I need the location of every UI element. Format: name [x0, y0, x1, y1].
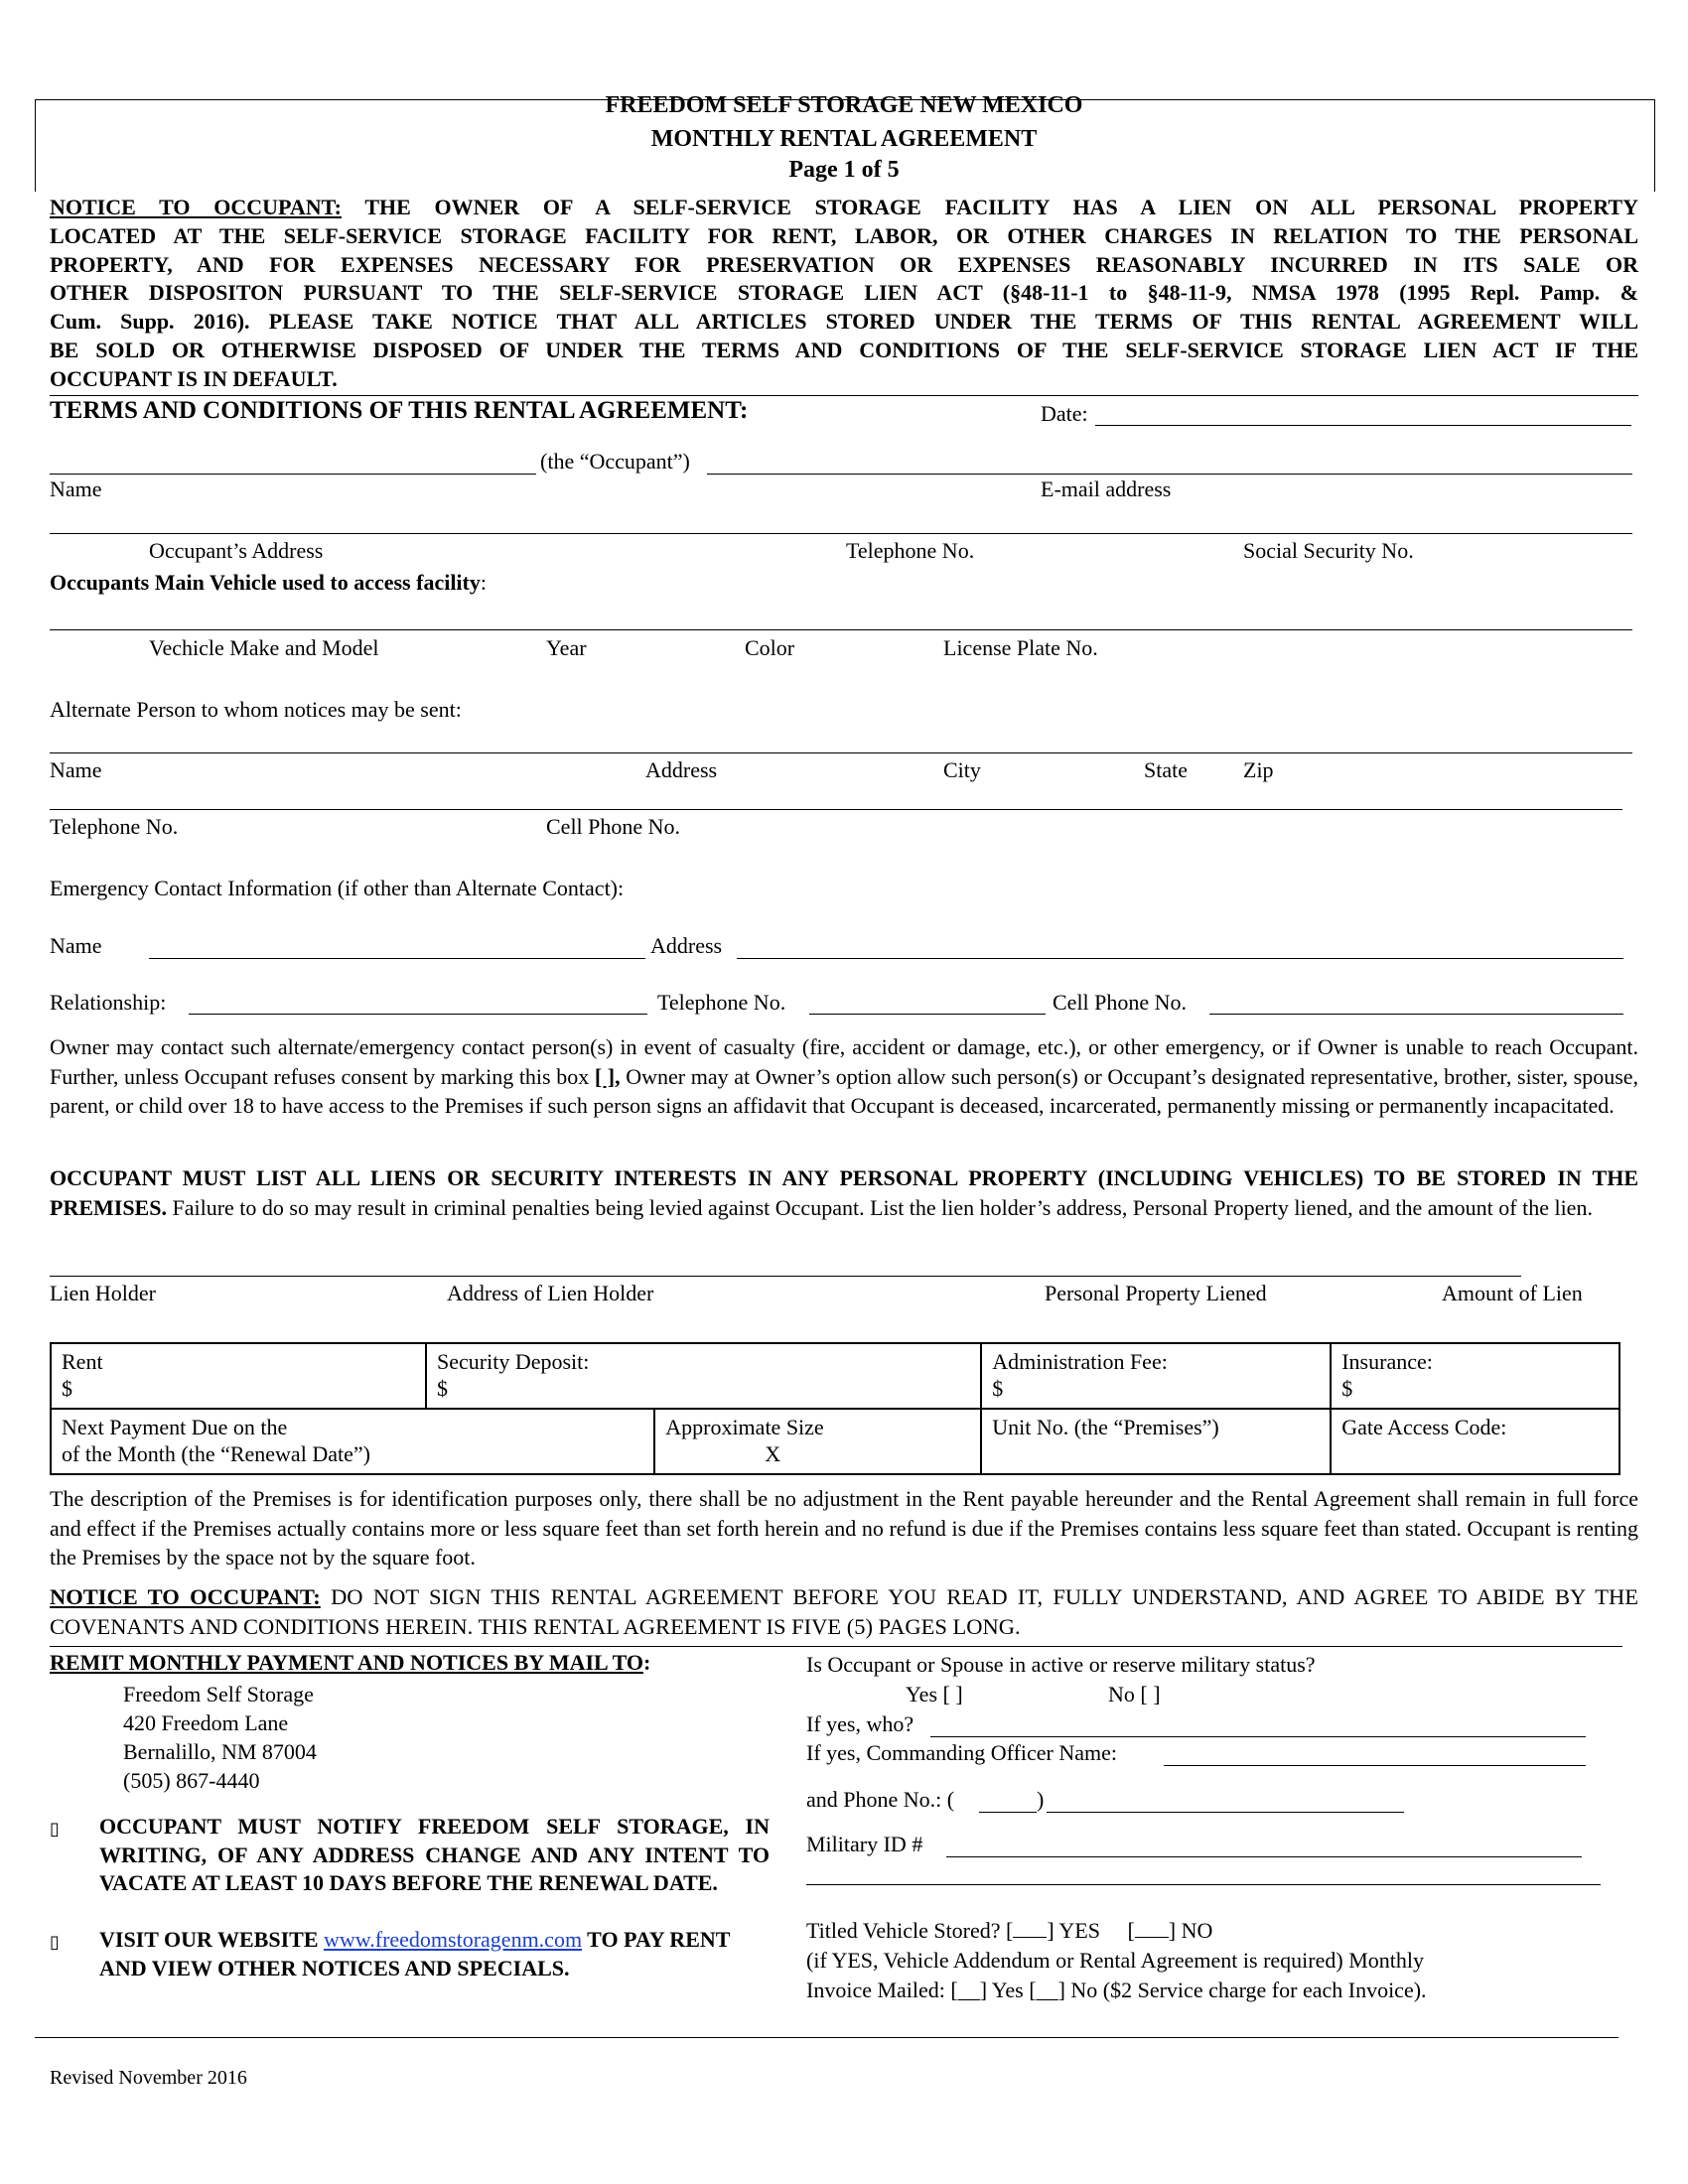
sign-notice: NOTICE TO OCCUPANT: DO NOT SIGN THIS RENTAL AGREEMENT BEFORE YOU READ IT, FULLY UNDERSTAND, AND AGREE TO ABIDE BY THE COVENANTS AND CONDITIONS HEREIN. THIS RENTAL AGREEMENT IS FIVE (5) PAGES LONG.	[50, 1584, 1639, 1639]
remit-phone: (505) 867-4440	[123, 1768, 260, 1793]
bullet-icon: ▯	[50, 1819, 60, 1840]
emergency-telephone-field[interactable]	[809, 1014, 1046, 1015]
relationship-field[interactable]	[189, 1014, 647, 1015]
consent-paragraph: Owner may contact such alternate/emergency contact person(s) in event of casualty (fire, accident or damage, etc.), or other emergency, or if Owner is unable to reach Occupant. Further, unless Occupant refuses consent by marking this box [ ], Owner may at Owner’s option allow such person(s) or Occupant’s designated representative, brother, sister, spouse, parent, or child over 18 to have access to the Premises if such person signs an affidavit that Occupant is deceased, incarcerated, permanently missing or permanently incapacitated.	[50, 1034, 1639, 1118]
lien-property-label: Personal Property Liened	[1045, 1281, 1267, 1305]
vehicle-addendum-note: (if YES, Vehicle Addendum or Rental Agreement is required) Monthly	[806, 1948, 1424, 1973]
page-number: Page 1 of 5	[788, 157, 900, 183]
insurance-cell[interactable]: Insurance: $	[1331, 1343, 1619, 1409]
military-no-checkbox[interactable]: No [ ]	[1108, 1682, 1161, 1706]
military-question: Is Occupant or Spouse in active or reserve military status?	[806, 1652, 1316, 1677]
remit-name: Freedom Self Storage	[123, 1682, 314, 1706]
terms-heading: TERMS AND CONDITIONS OF THIS RENTAL AGREEMENT:	[50, 397, 749, 424]
officer-phone-close: )	[1037, 1787, 1045, 1812]
vehicle-field[interactable]	[50, 629, 1632, 630]
admin-fee-cell[interactable]: Administration Fee: $	[981, 1343, 1331, 1409]
color-label: Color	[745, 635, 795, 660]
bullet-icon: ▯	[50, 1932, 60, 1953]
emergency-address-field[interactable]	[737, 958, 1623, 959]
ssn-label: Social Security No.	[1243, 538, 1414, 563]
officer-phone-field[interactable]	[1047, 1812, 1404, 1813]
lien-address-label: Address of Lien Holder	[447, 1281, 654, 1305]
website-link[interactable]: www.freedomstoragenm.com	[324, 1927, 583, 1952]
titled-yes-checkbox[interactable]: [ ] YES	[1006, 1918, 1100, 1943]
date-field[interactable]	[1095, 425, 1631, 426]
alt-zip-label: Zip	[1243, 757, 1274, 782]
revision-note: Revised November 2016	[50, 2067, 247, 2089]
military-who-label: If yes, who?	[806, 1711, 914, 1736]
divider	[50, 395, 1638, 396]
emergency-cell-label: Cell Phone No.	[1053, 990, 1188, 1015]
website-notice: VISIT OUR WEBSITE www.freedomstoragenm.com TO PAY RENT AND VIEW OTHER NOTICES AND SPECIALS.	[99, 1927, 731, 1980]
lien-notice: NOTICE TO OCCUPANT: THE OWNER OF A SELF-SERVICE STORAGE FACILITY HAS A LIEN ON ALL PERSONAL PROPERTY LOCATED AT THE SELF-SERVICE STORAGE FACILITY FOR RENT, LABOR, OR OTHER CHARGES IN RELATION TO THE PERSONAL PROPERTY, AND FOR EXPENSES NECESSARY FOR PRESERVATION OR EXPENSES REASONABLY INCURRED IN ITS SALE OR OTHER DISPOSITON PURSUANT TO THE SELF-SERVICE STORAGE LIEN ACT (§48-11-1 to §48-11-9, NMSA 1978 (1995 Repl. Pamp. & Cum. Supp. 2016). PLEASE TAKE NOTICE THAT ALL ARTICLES STORED UNDER THE TERMS OF THIS RENTAL AGREEMENT WILL BE SOLD OR OTHERWISE DISPOSED OF UNDER THE TERMS AND CONDITIONS OF THE SELF-SERVICE STORAGE LIEN ACT IF THE OCCUPANT IS IN DEFAULT.	[50, 195, 1638, 391]
alt-address-label: Address	[645, 757, 718, 782]
military-id-label: Military ID #	[806, 1832, 923, 1856]
military-who-field[interactable]	[930, 1736, 1586, 1737]
telephone-label: Telephone No.	[846, 538, 975, 563]
year-label: Year	[546, 635, 587, 660]
alt-city-label: City	[943, 757, 981, 782]
titled-no-checkbox[interactable]: [ ] NO	[1127, 1918, 1213, 1943]
emergency-address-label: Address	[650, 933, 723, 958]
notice-label: NOTICE TO OCCUPANT:	[50, 195, 342, 219]
alt-name-label: Name	[50, 757, 102, 782]
officer-phone-label: and Phone No.: (	[806, 1787, 955, 1812]
alt-telephone-label: Telephone No.	[50, 814, 179, 839]
occupant-name-field[interactable]	[50, 474, 536, 475]
name-label: Name	[50, 477, 102, 501]
emergency-name-label: Name	[50, 933, 102, 958]
form-title: FREEDOM SELF STORAGE NEW MEXICO	[605, 92, 1083, 118]
date-label: Date:	[1041, 401, 1088, 426]
lien-holder-label: Lien Holder	[50, 1281, 156, 1305]
emergency-name-field[interactable]	[149, 958, 645, 959]
premises-paragraph: The description of the Premises is for identification purposes only, there shall be no adjustment in the Rent payable hereunder and the Rental Agreement shall remain in full force and effect if the Premises actually contains more or less square feet than set forth herein and no refund is due if the Premises contains less square feet than stated. Occupant is renting the Premises by the space not by the square foot.	[50, 1486, 1638, 1570]
next-payment-cell[interactable]: Next Payment Due on the of the Month (the “Renewal Date”)	[51, 1409, 654, 1474]
officer-label: If yes, Commanding Officer Name:	[806, 1740, 1118, 1765]
remit-address	[123, 1680, 317, 1795]
occupant-address-field[interactable]	[50, 533, 1632, 534]
lien-field[interactable]	[50, 1276, 1521, 1277]
officer-field[interactable]	[1164, 1765, 1586, 1766]
titled-vehicle-row: Titled Vehicle Stored? [ ] YES [ ] NO	[806, 1918, 1213, 1943]
fees-table	[50, 1342, 1620, 1475]
alt-state-label: State	[1144, 757, 1188, 782]
remit-street: 420 Freedom Lane	[123, 1710, 289, 1735]
occupant-label: (the “Occupant”)	[540, 449, 690, 474]
gate-cell[interactable]: Gate Access Code:	[1331, 1409, 1619, 1474]
vehicle-make-label: Vechicle Make and Model	[149, 635, 379, 660]
divider	[35, 2037, 1618, 2038]
vehicle-heading: Occupants Main Vehicle used to access facility:	[50, 570, 487, 595]
email-label: E-mail address	[1041, 477, 1172, 501]
emergency-telephone-label: Telephone No.	[657, 990, 786, 1015]
unit-cell[interactable]: Unit No. (the “Premises”)	[981, 1409, 1331, 1474]
alternate-phone-field[interactable]	[50, 809, 1622, 810]
form-subtitle: MONTHLY RENTAL AGREEMENT	[650, 126, 1038, 152]
emergency-cell-field[interactable]	[1209, 1014, 1623, 1015]
invoice-mailed-option[interactable]: Invoice Mailed: [__] Yes [__] No ($2 Service charge for each Invoice).	[806, 1978, 1427, 2002]
consent-checkbox[interactable]: [ ],	[594, 1063, 621, 1089]
alternate-field[interactable]	[50, 752, 1632, 753]
remit-city: Bernalillo, NM 87004	[123, 1739, 317, 1764]
military-yes-checkbox[interactable]: Yes [ ]	[906, 1682, 963, 1706]
occupant-address-label: Occupant’s Address	[149, 538, 324, 563]
email-field[interactable]	[707, 474, 1632, 475]
lien-amount-label: Amount of Lien	[1442, 1281, 1583, 1305]
alternate-heading: Alternate Person to whom notices may be sent:	[50, 697, 462, 722]
phone-area-field[interactable]	[979, 1812, 1037, 1813]
rent-cell[interactable]: Rent $	[51, 1343, 426, 1409]
military-extra-field[interactable]	[806, 1884, 1601, 1885]
deposit-cell[interactable]: Security Deposit: $	[426, 1343, 981, 1409]
relationship-label: Relationship:	[50, 990, 167, 1015]
military-id-field[interactable]	[946, 1856, 1582, 1857]
liens-paragraph: OCCUPANT MUST LIST ALL LIENS OR SECURITY INTERESTS IN ANY PERSONAL PROPERTY (INCLUDING VEHICLES) TO BE STORED IN THE PREMISES. Failure to do so may result in criminal penalties being levied against Occupant. List the lien holder’s address, Personal Property liened, and the amount of the lien.	[50, 1165, 1638, 1220]
remit-heading: REMIT MONTHLY PAYMENT AND NOTICES BY MAIL TO:	[50, 1650, 651, 1675]
address-change-notice: OCCUPANT MUST NOTIFY FREEDOM SELF STORAGE, IN WRITING, OF ANY ADDRESS CHANGE AND ANY INTENT TO VACATE AT LEAST 10 DAYS BEFORE THE RENEWAL DATE.	[99, 1814, 770, 1895]
emergency-heading: Emergency Contact Information (if other than Alternate Contact):	[50, 876, 625, 900]
divider	[50, 1646, 1622, 1647]
plate-label: License Plate No.	[943, 635, 1098, 660]
size-cell[interactable]: Approximate Size X	[654, 1409, 981, 1474]
alt-cell-label: Cell Phone No.	[546, 814, 681, 839]
